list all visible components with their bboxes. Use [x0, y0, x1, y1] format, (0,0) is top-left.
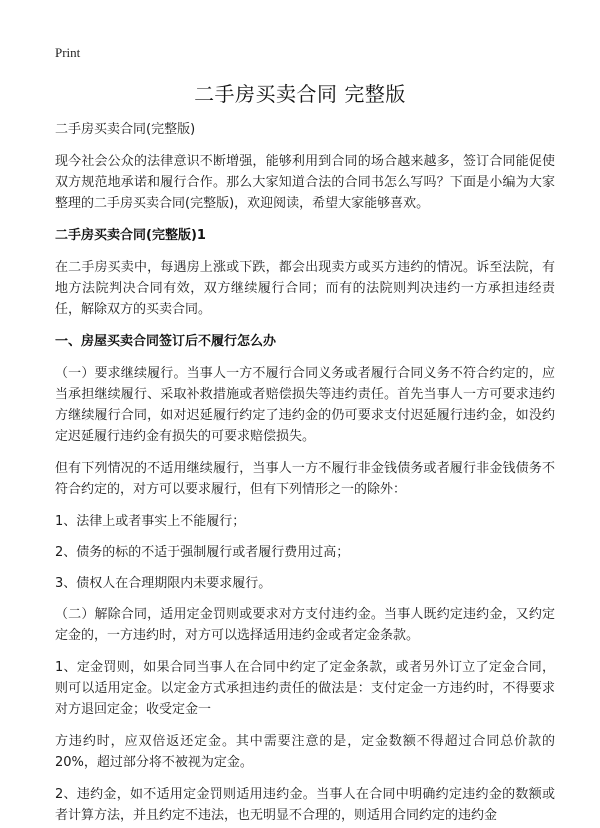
section-heading-2: 一、房屋买卖合同签订后不履行怎么办	[55, 334, 277, 349]
section-heading-1: 二手房买卖合同(完整版)1	[55, 228, 206, 243]
print-link[interactable]: Print	[55, 45, 81, 60]
paragraph-3: 但有下列情况的不适用继续履行，当事人一方不履行非金钱债务或者履行非金钱债务不符合约定的，对方可以要求履行，但有下列情形之一的除外：	[55, 461, 555, 497]
list-item-2: 2、债务的标的不适于强制履行或者履行费用过高；	[55, 545, 350, 560]
paragraph-6: 方违约时，应双倍返还定金。其中需要注意的是，定金数额不得超过合同总价款的20%，超过部分将不被视为定金。	[55, 734, 555, 770]
list-item-3: 3、债权人在合理期限内未要求履行。	[55, 576, 272, 591]
intro-paragraph: 现今社会公众的法律意识不断增强，能够利用到合同的场合越来越多，签订合同能促使双方规范地承诺和履行合作。那么大家知道合法的合同书怎么写吗？下面是小编为大家整理的二手房买卖合同(完整版)，欢迎阅读，希望大家能够喜欢。	[55, 154, 555, 211]
paragraph-1: 在二手房买卖中，每遇房上涨或下跌，都会出现卖方或买方违约的情况。诉至法院，有地方法院判决合同有效，双方继续履行合同；而有的法院则判决违约一方承担违经责任，解除双方的买卖合同。	[55, 260, 555, 317]
paragraph-5: 1、定金罚则，如果合同当事人在合同中约定了定金条款，或者另外订立了定金合同，则可以适用定金。以定金方式承担违约责任的做法是：支付定金一方违约时，不得要求对方退回定金；收受定金一	[55, 660, 555, 717]
document-body	[55, 119, 555, 828]
document-subtitle: 二手房买卖合同(完整版)	[55, 122, 196, 137]
page-title: 二手房买卖合同 完整版	[194, 82, 406, 106]
paragraph-2: （一）要求继续履行。当事人一方不履行合同义务或者履行合同义务不符合约定的，应当承担继续履行、采取补救措施或者赔偿损失等违约责任。首先当事人一方可要求违约方继续履行合同，如对迟延履行约定了违约金的仍可要求支付迟延履行违约金，如没约定迟延履行违约金有损失的可要求赔偿损失。	[55, 366, 555, 444]
paragraph-7: 2、违约金，如不适用定金罚则适用违约金。当事人在合同中明确约定违约金的数额或者计算方法，并且约定不违法，也无明显不合理的，则适用合同约定的违约金	[55, 787, 555, 823]
paragraph-4: （二）解除合同，适用定金罚则或要求对方支付违约金。当事人既约定违约金，又约定定金的，一方违约时，对方可以选择适用违约金或者定金条款。	[55, 607, 555, 643]
list-item-1: 1、法律上或者事实上不能履行；	[55, 514, 246, 529]
